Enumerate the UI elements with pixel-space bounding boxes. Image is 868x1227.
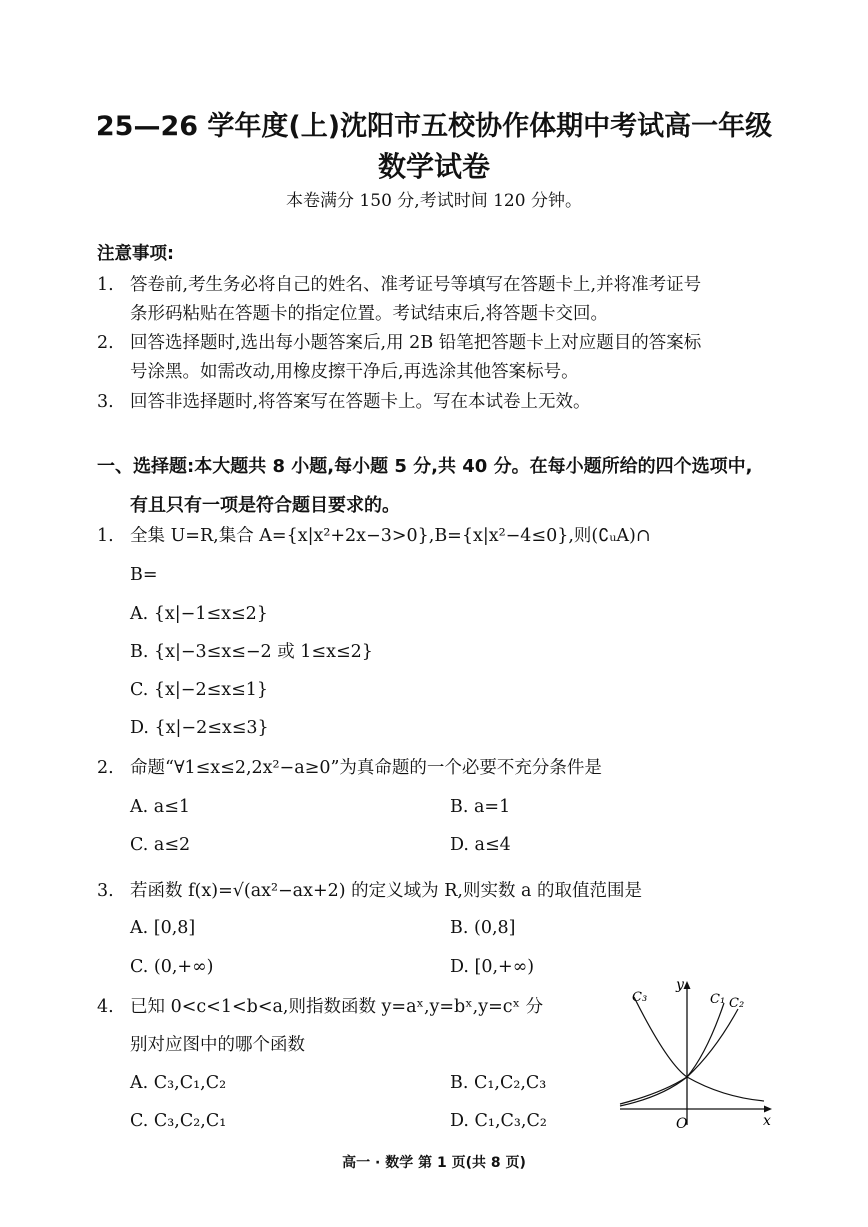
x-axis-arrow [764,1106,772,1113]
notice-item-2-line1: 回答选择题时,选出每小题答案后,用 2B 铅笔把答题卡上对应题目的答案标 [130,333,702,353]
exam-title: 25—26 学年度(上)沈阳市五校协作体期中考试高一年级 [95,111,773,142]
curve-label-c2: C₂ [729,996,745,1011]
q4-option-a: A. C₃,C₁,C₂ [130,1073,227,1093]
q1-stem-line1: 全集 U=R,集合 A={x|x²+2x−3>0},B={x|x²−4≤0},则(∁ᵤA)∩ [130,526,651,546]
q4-option-b: B. C₁,C₂,C₃ [450,1073,547,1093]
q2-option-a: A. a≤1 [130,797,190,817]
q4-option-d: D. C₁,C₃,C₂ [450,1111,547,1131]
notice-item-3-line1: 回答非选择题时,将答案写在答题卡上。写在本试卷上无效。 [130,392,591,412]
q3-option-b: B. (0,8] [450,918,516,938]
q4-number: 4. [97,997,114,1017]
notice-item-2-num: 2. [97,333,114,353]
q1-option-b: B. {x|−3≤x≤−2 或 1≤x≤2} [130,642,373,662]
curve-c3 [634,997,764,1101]
notice-item-1-line1: 答卷前,考生务必将自己的姓名、准考证号等填写在答题卡上,并将准考证号 [130,275,702,295]
notice-item-3-num: 3. [97,392,114,412]
curve-label-c1: C₁ [710,992,726,1007]
notice-item-1-line2: 条形码粘贴在答题卡的指定位置。考试结束后,将答题卡交回。 [130,304,609,324]
exponential-curves-figure [612,975,782,1135]
q1-number: 1. [97,526,114,546]
q1-stem-line2: B= [130,565,158,585]
q1-option-c: C. {x|−2≤x≤1} [130,680,269,700]
q3-stem: 若函数 f(x)=√(ax²−ax+2) 的定义域为 R,则实数 a 的取值范围是 [130,881,643,901]
q4-stem-line1: 已知 0<c<1<b<a,则指数函数 y=aˣ,y=bˣ,y=cˣ 分 [130,997,544,1017]
q3-option-a: A. [0,8] [130,918,196,938]
x-axis-label: x [763,1113,771,1129]
notice-heading: 注意事项: [97,244,174,264]
q2-number: 2. [97,758,114,778]
y-axis-label: y [676,977,684,993]
curve-c2 [620,1009,738,1104]
exam-subtitle: 本卷满分 150 分,考试时间 120 分钟。 [286,191,582,211]
q3-option-d: D. [0,+∞) [450,957,535,977]
q1-option-d: D. {x|−2≤x≤3} [130,718,269,738]
section-heading-line2: 有且只有一项是符合题目要求的。 [130,495,400,516]
q2-stem: 命题“∀1≤x≤2,2x²−a≥0”为真命题的一个必要不充分条件是 [130,758,602,778]
notice-item-1-num: 1. [97,275,114,295]
q4-stem-line2: 别对应图中的哪个函数 [130,1035,305,1055]
page-footer: 高一 · 数学 第 1 页(共 8 页) [342,1155,526,1171]
notice-item-2-line2: 号涂黑。如需改动,用橡皮擦干净后,再选涂其他答案标号。 [130,362,579,382]
q3-number: 3. [97,881,114,901]
section-heading-line1: 一、选择题:本大题共 8 小题,每小题 5 分,共 40 分。在每小题所给的四个选项中, [97,456,753,477]
q2-option-c: C. a≤2 [130,835,191,855]
origin-label: O [676,1116,688,1132]
exam-subject-title: 数学试卷 [377,150,490,183]
q3-option-c: C. (0,+∞) [130,957,214,977]
y-axis-arrow [684,981,691,989]
curve-label-c3: C₃ [632,990,648,1005]
q2-option-d: D. a≤4 [450,835,511,855]
q2-option-b: B. a=1 [450,797,511,817]
q4-option-c: C. C₃,C₂,C₁ [130,1111,227,1131]
q1-option-a: A. {x|−1≤x≤2} [130,604,268,624]
